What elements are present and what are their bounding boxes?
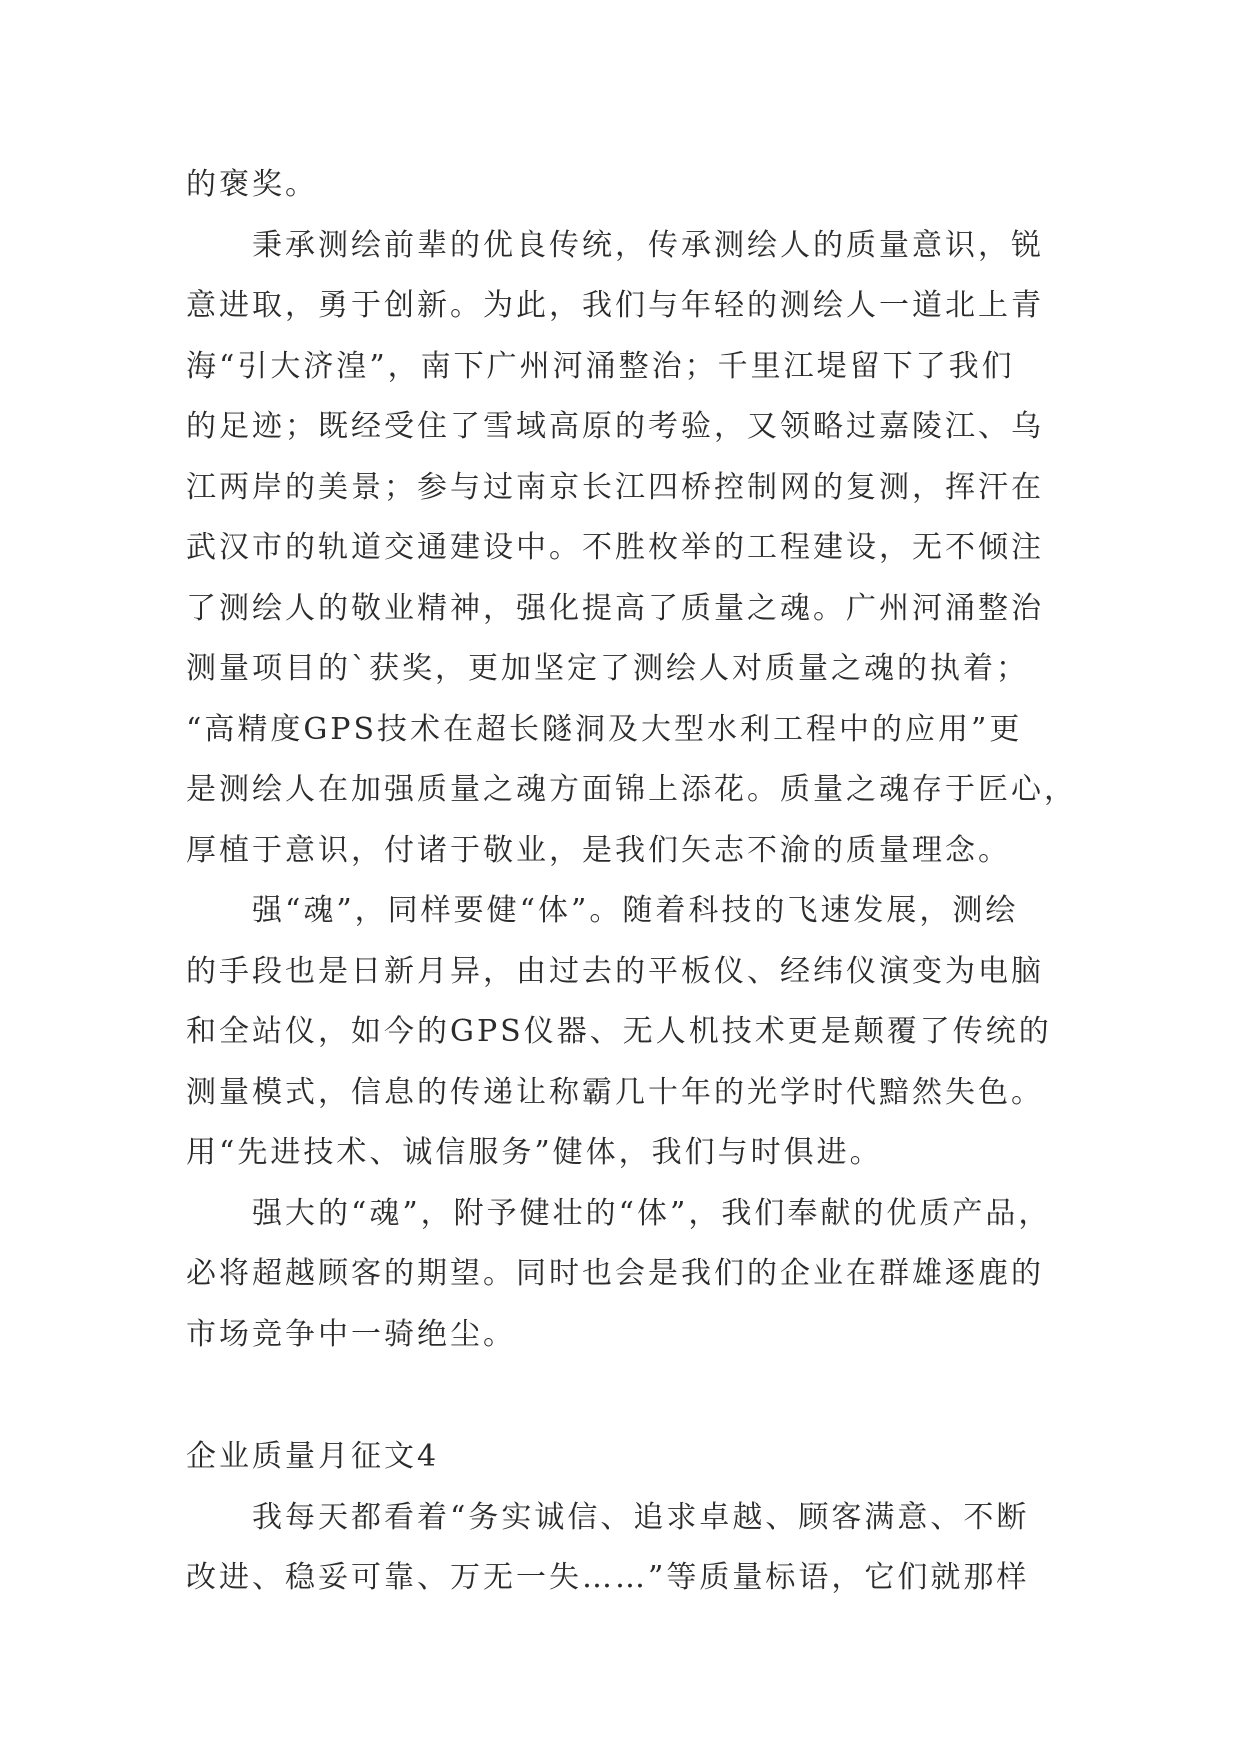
document-body	[186, 155, 1077, 1609]
text-line: 测量项目的`获奖，更加坚定了测绘人对质量之魂的执着；	[186, 651, 1029, 686]
text-line: 改进、稳妥可靠、万无一失……”等质量标语，它们就那样	[186, 1560, 1030, 1595]
section-heading: 企业质量月征文4	[186, 1439, 440, 1474]
text-line: 的褒奖。	[186, 167, 318, 202]
section-gap	[186, 1365, 1056, 1427]
text-line: 和全站仪，如今的GPS仪器、无人机技术更是颠覆了传统的	[186, 1014, 1052, 1049]
text-line: 测量模式，信息的传递让称霸几十年的光学时代黯然失色。	[186, 1074, 1044, 1110]
paragraph-start-line: 秉承测绘前辈的优良传统，传承测绘人的质量意识，锐	[252, 227, 1044, 263]
text-line: 武汉市的轨道交通建设中。不胜枚举的工程建设，无不倾注	[186, 530, 1044, 565]
paragraph-start-line: 强“魂”，同样要健“体”。随着科技的飞速发展，测绘	[252, 893, 1019, 928]
text-line: 必将超越顾客的期望。同时也会是我们的企业在群雄逐鹿的	[186, 1256, 1044, 1291]
text-line: 用“先进技术、诚信服务”健体，我们与时俱进。	[186, 1135, 883, 1170]
text-line: 海“引大济湟”，南下广州河涌整治；千里江堤留下了我们	[186, 348, 1015, 384]
text-line: 市场竞争中一骑绝尘。	[186, 1316, 516, 1352]
text-line: “高精度GPS技术在超长隧洞及大型水利工程中的应用”更	[186, 711, 1023, 747]
text-line: 了测绘人的敬业精神，强化提高了质量之魂。广州河涌整治	[186, 590, 1044, 626]
text-line: 的手段也是日新月异，由过去的平板仪、经纬仪演变为电脑	[186, 953, 1044, 989]
paragraph-start-line: 我每天都看着“务实诚信、追求卓越、顾客满意、不断	[252, 1499, 1030, 1535]
text-line: 厚植于意识，付诸于敬业，是我们矢志不渝的质量理念。	[186, 832, 1011, 868]
paragraph-start-line: 强大的“魂”，附予健壮的“体”，我们奉献的优质产品，	[252, 1195, 1052, 1231]
text-line: 是测绘人在加强质量之魂方面锦上添花。质量之魂存于匠心，	[186, 772, 1077, 807]
text-line: 意进取，勇于创新。为此，我们与年轻的测绘人一道北上青	[186, 288, 1044, 323]
text-line: 的足迹；既经受住了雪域高原的考验，又领略过嘉陵江、乌	[186, 409, 1044, 444]
text-line: 江两岸的美景；参与过南京长江四桥控制网的复测，挥汗在	[186, 469, 1044, 505]
